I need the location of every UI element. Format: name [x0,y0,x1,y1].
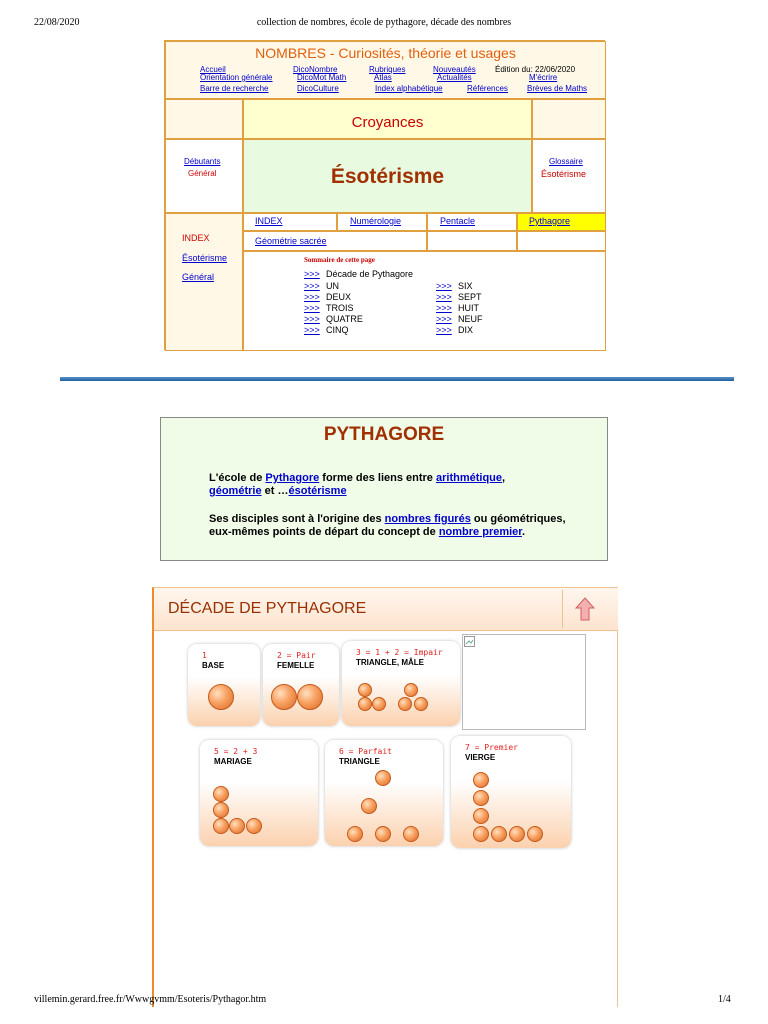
summary-arrow[interactable]: >>> [436,303,452,313]
summary-item: DEUX [326,292,352,302]
nav-link-nouveautes[interactable]: Nouveautés [433,65,476,74]
card-label: FEMELLE [277,661,315,670]
summary-item: SEPT [458,292,482,302]
nav-link-recherche[interactable]: Barre de recherche [200,84,269,93]
figurate-dot [347,826,363,842]
figurate-dot [271,684,297,710]
tab-index[interactable] [243,213,337,231]
edition-date: Édition du: 22/06/2020 [495,65,576,74]
summary-item: DIX [458,325,474,335]
up-arrow-icon [563,590,607,628]
summary-item: TROIS [326,303,354,313]
figurate-dot [358,697,372,711]
print-url: villemin.gerard.free.fr/Wwwgvmm/Esoteris/Pythagor.htm [34,994,267,1005]
summary-item: NEUF [458,314,483,324]
decade-card [263,644,339,726]
card-number: 2 = Pair [277,651,316,660]
label-general: Général [188,169,217,178]
broken-image-placeholder [462,634,586,730]
decade-card [451,736,571,848]
card-label: MARIAGE [214,757,252,766]
link-geometrie[interactable]: géométrie [209,485,262,497]
figurate-dot [246,818,262,834]
figurate-dot [403,826,419,842]
figurate-dot [372,697,386,711]
left-audience-cell [165,139,243,213]
site-title: NOMBRES - Curiosités, théorie et usages [255,45,516,61]
summary-arrow[interactable]: >>> [304,281,320,291]
figurate-dot [473,826,489,842]
tab-geometrie-label[interactable]: Géométrie sacrée [255,236,327,246]
decade-card [325,740,443,846]
figurate-dot [414,697,428,711]
p2-text-b: ou géométriques, eux-mêmes points de départ du concept de [209,513,566,538]
nav-cell-empty-right [532,99,606,139]
link-debutants[interactable]: Débutants [184,157,221,166]
label-esoterisme: Ésotérisme [541,169,587,179]
tab-empty-2 [517,231,606,251]
figurate-dot [375,770,391,786]
side-index-cell [165,213,243,351]
link-glossaire[interactable]: Glossaire [549,157,583,166]
print-title: collection de nombres, école de pythagore, décade des nombres [256,17,512,28]
p2-text-c: . [521,526,526,538]
print-date: 22/08/2020 [34,17,80,28]
tab-numerologie-label[interactable]: Numérologie [350,216,402,226]
figurate-dot [527,826,543,842]
nav-link-diconombre[interactable]: DicoNombre [293,65,338,74]
link-nombres-figures[interactable]: nombres figurés [384,513,471,525]
nav-link-actualites[interactable]: Actualités [437,73,472,82]
section-cell [243,99,532,139]
figurate-dot [491,826,507,842]
summary-item: QUATRE [326,314,363,324]
summary-arrow-main[interactable]: >>> [304,269,320,279]
tab-pythagore[interactable] [517,213,606,231]
section-title: Croyances [351,114,424,131]
intro-paragraph-2 [209,513,569,539]
tab-pythagore-label[interactable]: Pythagore [529,216,571,226]
p1-text-b: forme des liens entre [319,472,436,484]
nav-link-dicomot[interactable]: DicoMot Math [297,73,347,82]
figurate-dot [213,786,229,802]
link-esoterisme[interactable]: ésotérisme [288,485,347,497]
figurate-dot [297,684,323,710]
card-label: TRIANGLE, MÂLE [356,658,424,667]
card-label: VIERGE [465,753,496,762]
summary-arrow[interactable]: >>> [304,292,320,302]
link-arithmetique[interactable]: arithmétique [435,472,502,484]
summary-item: UN [326,281,339,291]
nav-link-atlas[interactable]: Atlas [374,73,392,82]
decade-card [200,740,318,846]
nav-link-references[interactable]: Références [467,84,508,93]
figurate-dot [473,808,489,824]
summary-item: CINQ [326,325,349,335]
tab-geometrie-sacree[interactable] [243,231,427,251]
decade-card [342,641,460,726]
figurate-dot [473,790,489,806]
side-index-label: INDEX [182,233,210,243]
summary-arrow[interactable]: >>> [304,303,320,313]
summary-item: HUIT [458,303,479,313]
nav-link-index-alpha[interactable]: Index alphabétique [375,84,443,93]
intro-paragraph-1 [209,472,569,498]
nav-link-orientation[interactable]: Orientation générale [200,73,273,82]
summary-item: SIX [458,281,473,291]
summary-title: Sommaire de cette page [304,256,375,264]
nav-link-dicoculture[interactable]: DicoCulture [297,84,339,93]
link-pythagore[interactable]: Pythagore [265,472,320,484]
nav-link-rubriques[interactable]: Rubriques [369,65,406,74]
side-link-general[interactable]: Général [182,272,215,282]
p1-text-d: et … [261,485,289,497]
figurate-dot [213,818,229,834]
tab-pentacle-label[interactable]: Pentacle [440,216,476,226]
pythagore-title: PYTHAGORE [323,424,445,445]
tab-empty-1 [427,231,517,251]
figurate-dot [361,798,377,814]
right-glossary-cell [532,139,606,213]
figurate-dot [404,683,418,697]
up-arrow-button[interactable] [562,590,607,628]
decade-card [188,644,260,726]
card-number: 3 = 1 + 2 = Impair [356,648,443,657]
summary-arrow[interactable]: >>> [436,325,452,335]
summary-cell [243,251,606,351]
summary-arrow[interactable]: >>> [304,314,320,324]
p1-text-a: L'école de [209,472,266,484]
figurate-dot [208,684,234,710]
summary-arrow[interactable]: >>> [304,325,320,335]
page-title-cell [243,139,532,213]
broken-image-icon [464,636,476,648]
figurate-dot [229,818,245,834]
figurate-dot [375,826,391,842]
pythagore-intro-box [160,417,608,561]
side-link-esoterisme[interactable]: Ésotérisme [182,253,228,263]
link-nombre-premier[interactable]: nombre premier [438,526,522,538]
figurate-dot [213,802,229,818]
card-label: TRIANGLE [339,757,380,766]
summary-arrow[interactable]: >>> [436,281,452,291]
nav-link-breves[interactable]: Brèves de Maths [527,84,588,93]
figurate-dot [398,697,412,711]
print-page-number: 1/4 [718,994,731,1005]
card-label: BASE [202,661,225,670]
tab-pentacle[interactable] [427,213,517,231]
card-number: 1 [202,651,207,660]
decade-title: DÉCADE DE PYTHAGORE [168,600,367,617]
decade-header [154,588,618,631]
top-navigation-box [164,40,605,350]
card-number: 6 = Parfait [339,747,392,756]
tab-numerologie[interactable] [337,213,427,231]
summary-arrow[interactable]: >>> [436,314,452,324]
nav-link-mecrire[interactable]: M'écrire [529,73,558,82]
summary-arrow[interactable]: >>> [436,292,452,302]
figurate-dot [509,826,525,842]
summary-main: Décade de Pythagore [326,269,414,279]
figurate-dot [473,772,489,788]
nav-cell-empty-left [165,99,243,139]
figurate-dot [358,683,372,697]
p2-text-a: Ses disciples sont à l'origine des [209,513,385,525]
card-number: 7 = Premier [465,743,518,752]
page-title: Ésotérisme [330,165,445,188]
p1-text-c: , [502,472,506,484]
card-number: 5 = 2 + 3 [214,747,258,756]
section-separator [60,377,734,381]
tab-index-label[interactable]: INDEX [255,216,283,226]
nav-link-accueil[interactable]: Accueil [200,65,226,74]
